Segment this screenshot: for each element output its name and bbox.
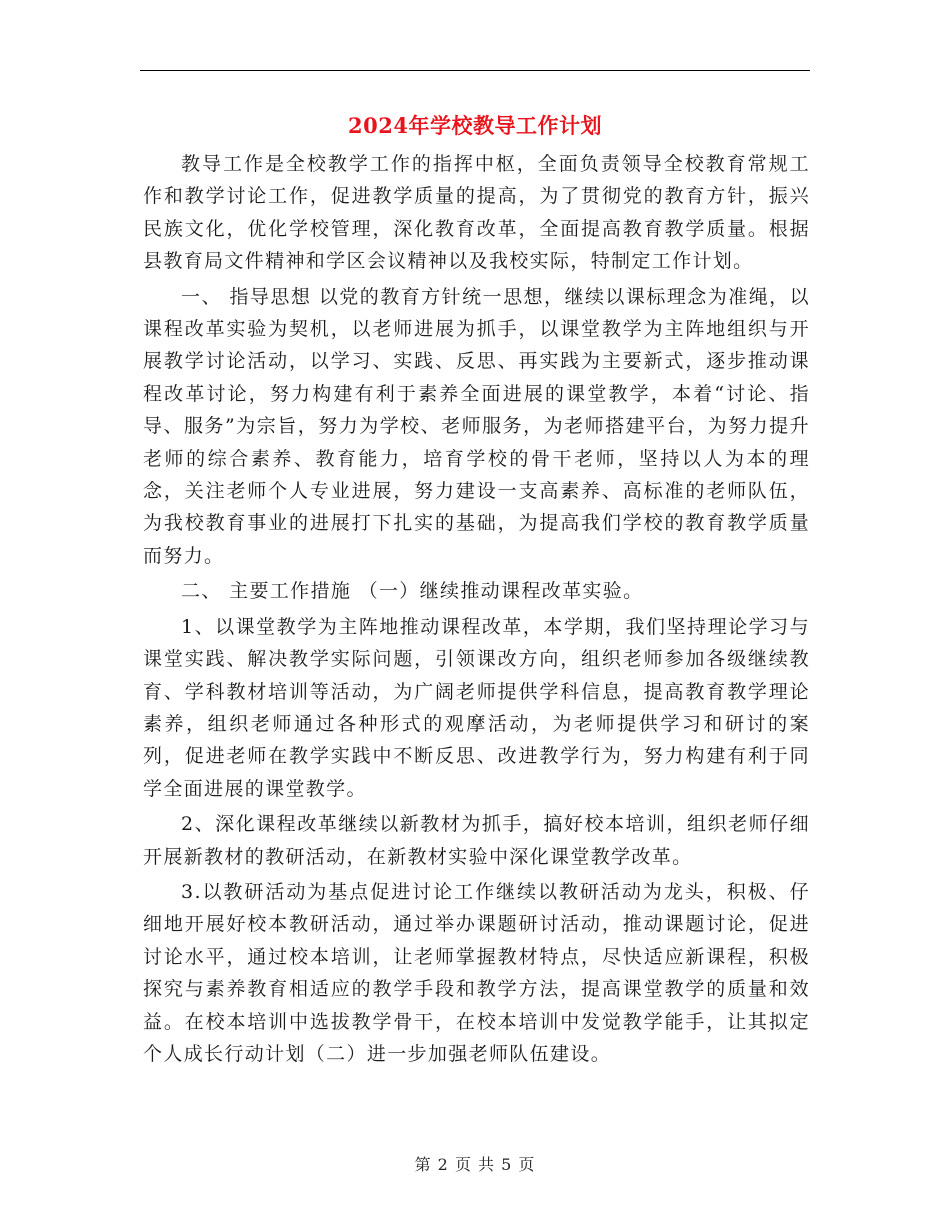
page-number-footer: 第 2 页 共 5 页	[414, 1155, 536, 1174]
measure-3-paragraph: 3.以教研活动为基点促进讨论工作继续以教研活动为龙头，积极、仔细地开展好校本教研活动，通过举办课题研讨活动，推动课题讨论，促进讨论水平，通过校本培训，让老师掌握教材特点，尽快适应新课程，积极探究与素养教育相适应的教学手段和教学方法，提高课堂教学的质量和效益。在校本培训中选拔教学骨干，在校本培训中发觉教学能手，让其拟定个人成长行动计划（二）进一步加强老师队伍建设。	[143, 880, 810, 1065]
measure-2-paragraph: 2、深化课程改革继续以新教材为抓手，搞好校本培训，组织老师仔细开展新教材的教研活动，在新教材实验中深化课堂教学改革。	[143, 813, 810, 868]
document-title: 2024年学校教导工作计划	[348, 113, 602, 138]
header-rule	[140, 70, 810, 71]
measure-1-paragraph: 1、以课堂教学为主阵地推动课程改革，本学期，我们坚持理论学习与课堂实践、解决教学实际问题，引领课改方向，组织老师参加各级继续教育、学科教材培训等活动，为广阔老师提供学科信息，提高教育教学理论素养，组织老师通过各种形式的观摩活动，为老师提供学习和研讨的案列，促进老师在教学实践中不断反思、改进教学行为，努力构建有利于同学全面进展的课堂教学。	[143, 615, 810, 800]
main-measures-heading: 二、 主要工作措施 （一）继续推动课程改革实验。	[181, 580, 644, 603]
intro-paragraph: 教导工作是全校教学工作的指挥中枢，全面负责领导全校教育常规工作和教学讨论工作，促进教学质量的提高，为了贯彻党的教育方针，振兴民族文化，优化学校管理，深化教育改革，全面提高教育教学质量。根据县教育局文件精神和学区会议精神以及我校实际，特制定工作计划。	[143, 153, 810, 273]
guiding-ideology-paragraph: 一、 指导思想 以党的教育方针统一思想，继续以课标理念为准绳，以课程改革实验为契机，以老师进展为抓手，以课堂教学为主阵地组织与开展教学讨论活动，以学习、实践、反思、再实践为主要新式，逐步推动课程改革讨论，努力构建有利于素养全面进展的课堂教学，本着“讨论、指导、服务”为宗旨，努力为学校、老师服务，为老师搭建平台，为努力提升老师的综合素养、教育能力，培育学校的骨干老师，坚持以人为本的理念，关注老师个人专业进展，努力建设一支高素养、高标准的老师队伍，为我校教育事业的进展打下扎实的基础，为提高我们学校的教育教学质量而努力。	[143, 285, 810, 567]
document-body	[143, 148, 810, 1073]
